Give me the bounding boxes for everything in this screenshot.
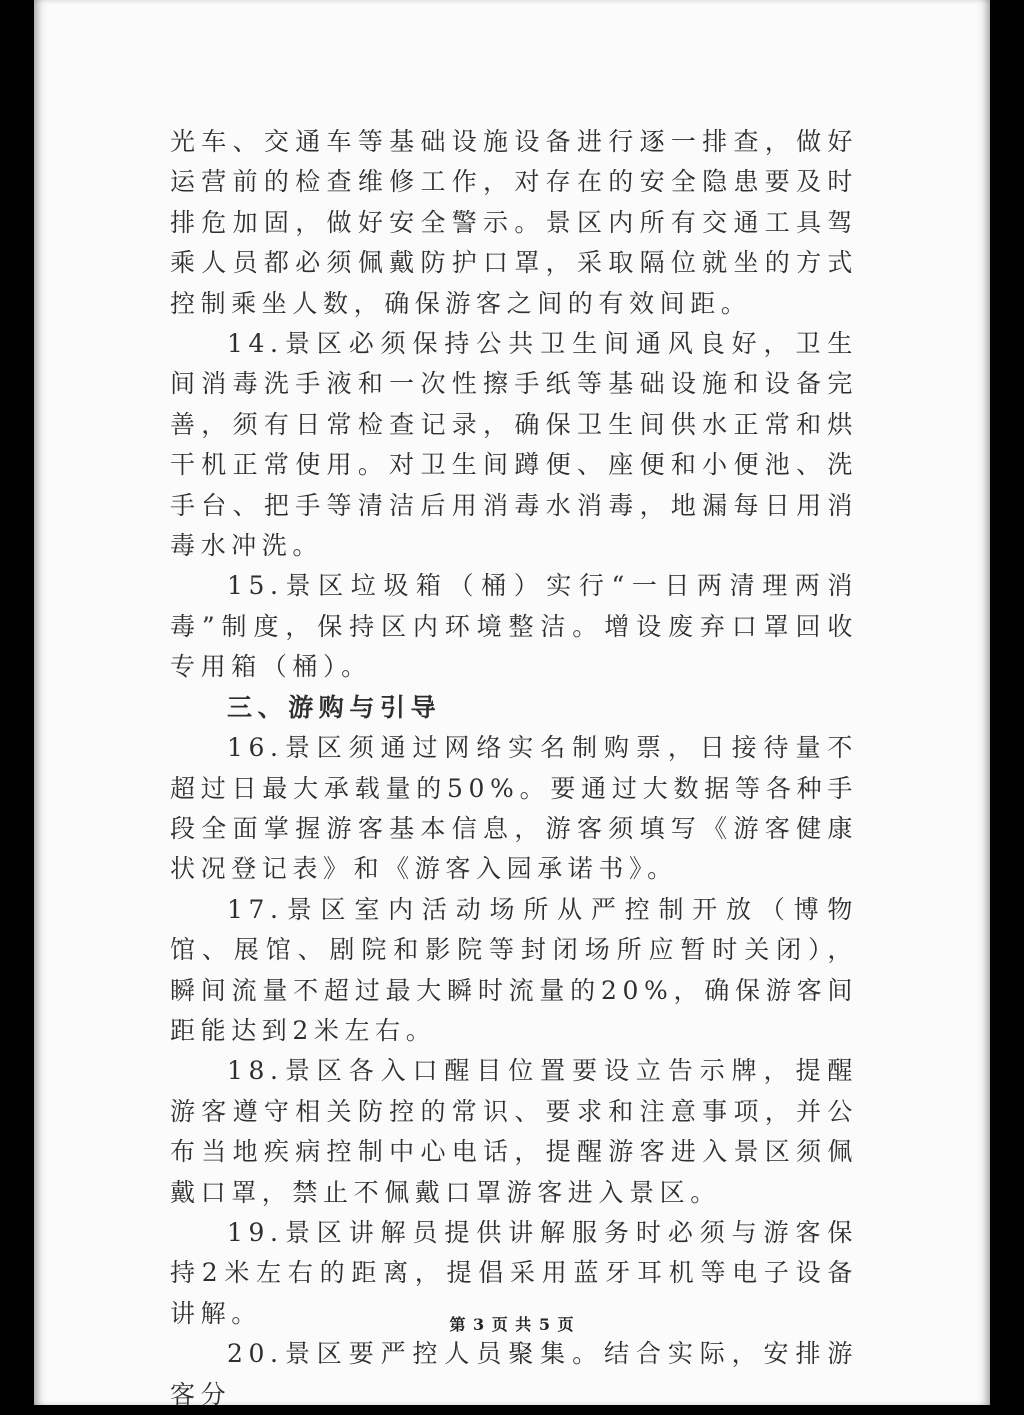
paragraph-15: 15.景区垃圾箱（桶）实行“一日两清理两消毒”制度，保持区内环境整洁。增设废弃口罩回收专用箱（桶）。 [170, 571, 858, 682]
paragraph-18: 18.景区各入口醒目位置要设立告示牌，提醒游客遵守相关防控的常识、要求和注意事项，并公布当地疾病控制中心电话，提醒游客进入景区须佩戴口罩，禁止不佩戴口罩游客进入景区。 [170, 1056, 858, 1207]
paragraph-16: 16.景区须通过网络实名制购票，日接待量不超过日最大承载量的50%。要通过大数据等各种手段全面掌握游客基本信息，游客须填写《游客健康状况登记表》和《游客入园承诺书》。 [170, 733, 858, 884]
body-text [170, 122, 858, 1415]
paragraph-19: 19.景区讲解员提供讲解服务时必须与游客保持2米左右的距离，提倡采用蓝牙耳机等电子设备讲解。 [170, 1217, 858, 1328]
paragraph-17: 17.景区室内活动场所从严控制开放（博物馆、展馆、剧院和影院等封闭场所应暂时关闭），瞬间流量不超过最大瞬时流量的20%，确保游客间距能达到2米左右。 [170, 894, 858, 1045]
document-page [34, 0, 990, 1409]
paragraph-continuation: 光车、交通车等基础设施设备进行逐一排查，做好运营前的检查维修工作，对存在的安全隐患要及时排危加固，做好安全警示。景区内所有交通工具驾乘人员都必须佩戴防护口罩，采取隔位就坐的方式控制乘坐人数，确保游客之间的有效间距。 [170, 127, 858, 318]
paragraph-20: 20.景区要严控人员聚集。结合实际，安排游客分 [170, 1339, 858, 1409]
page-number: 第 3 页 共 5 页 [449, 1315, 575, 1334]
paragraph-14: 14.景区必须保持公共卫生间通风良好，卫生间消毒洗手液和一次性擦手纸等基础设施和设备完善，须有日常检查记录，确保卫生间供水正常和烘干机正常使用。对卫生间蹲便、座便和小便池、洗手台、把手等清洁后用消毒水消毒，地漏每日用消毒水冲洗。 [170, 329, 858, 561]
section-heading: 三、游购与引导 [227, 692, 442, 722]
